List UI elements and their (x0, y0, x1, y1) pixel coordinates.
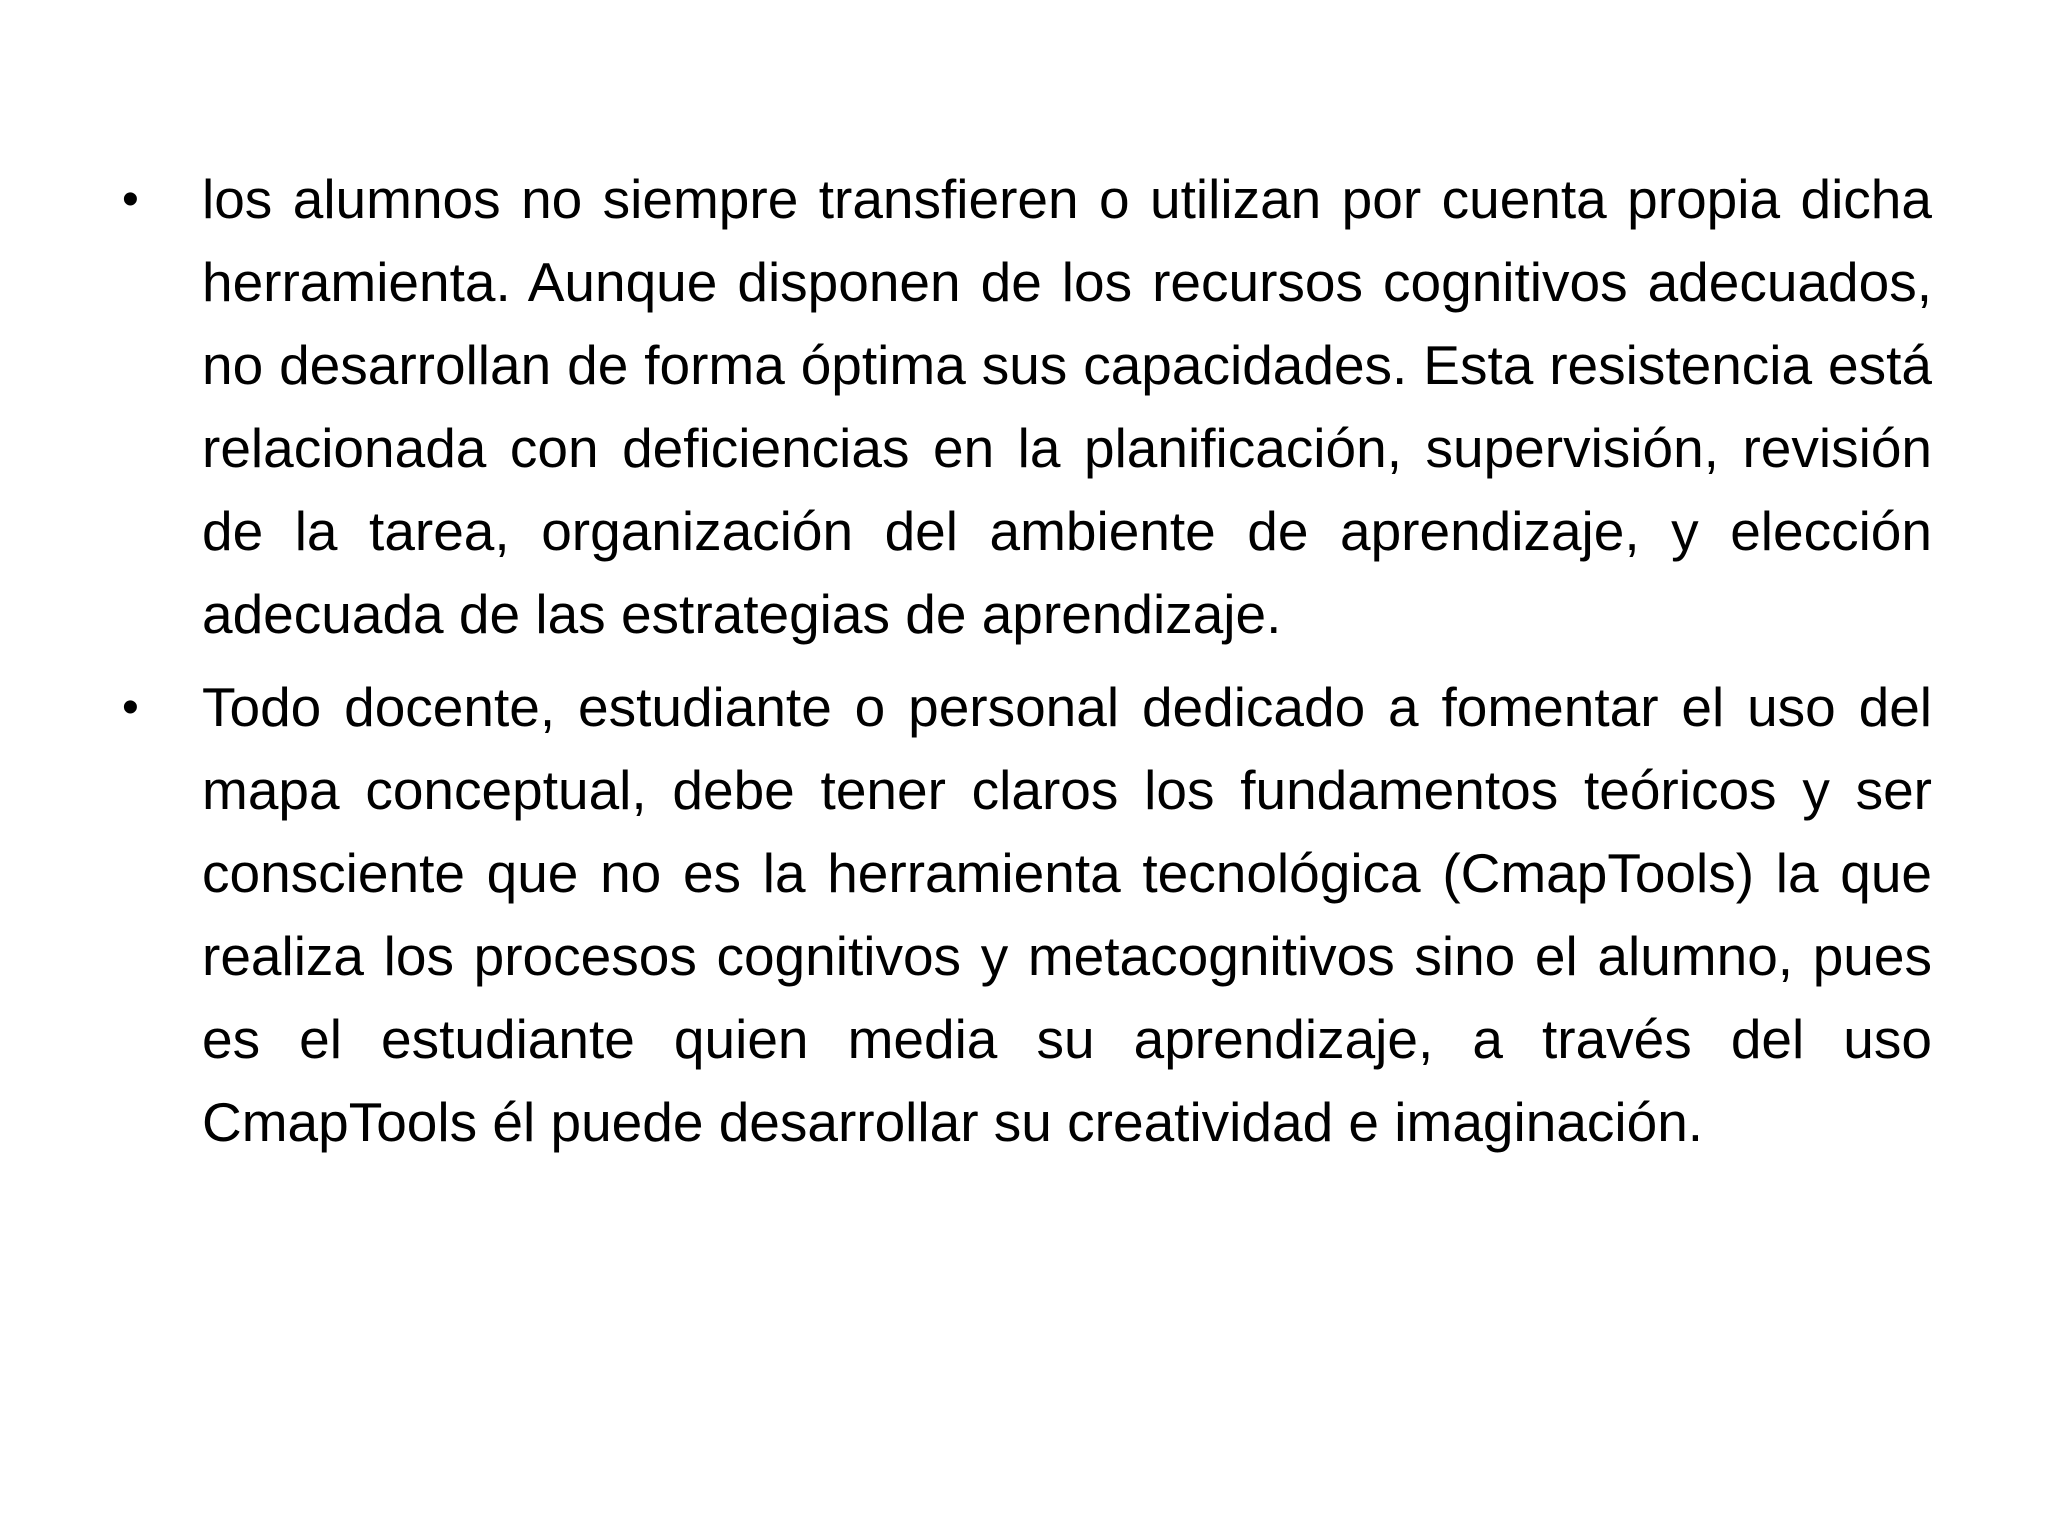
bullet-dot-icon: • (122, 681, 139, 734)
bullet-item-1 (122, 158, 1932, 656)
bullet-dot-icon: • (122, 173, 139, 226)
bullet-list (122, 158, 1932, 1174)
bullet-item-2 (122, 666, 1932, 1164)
bullet-text-2: Todo docente, estudiante o personal dedicado a fomentar el uso del mapa conceptual, debe tener claros los fundamentos teóricos y ser consciente que no es la herramienta tecnológica (CmapTools) la que realiza los procesos cognitivos y metacognitivos sino el alumno, pues es el estudiante quien media su aprendizaje, a través del uso CmapTools él puede desarrollar su creatividad e imaginación. (202, 676, 1932, 1153)
bullet-text-1: los alumnos no siempre transfieren o utilizan por cuenta propia dicha herramienta. Aunque disponen de los recursos cognitivos adecuados, no desarrollan de forma óptima sus capacidades. Esta resistencia está relacionada con deficiencias en la planificación, supervisión, revisión de la tarea, organización del ambiente de aprendizaje, y elección adecuada de las estrategias de aprendizaje. (202, 168, 1932, 645)
